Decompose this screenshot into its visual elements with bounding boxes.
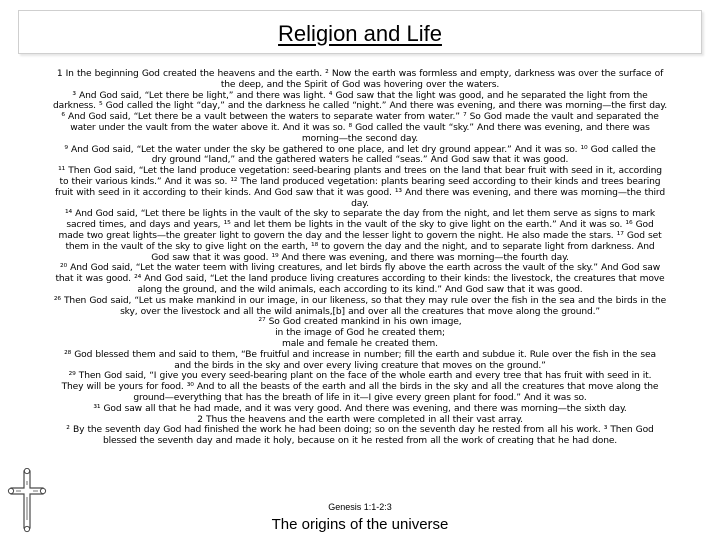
scripture-line: and the birds in the sky and over every living creature that moves on the ground.” bbox=[174, 360, 546, 371]
scripture-line: 2 Thus the heavens and the earth were completed in all their vast array. bbox=[197, 414, 523, 425]
scripture-line: made two great lights—the greater light to govern the day and the lesser light to govern the night. He also made the stars. ¹⁷ God set bbox=[58, 230, 662, 241]
scripture-line: God saw that it was good. ¹⁹ And there was evening, and there was morning—the fourth day. bbox=[151, 252, 569, 263]
scripture-line: They will be yours for food. ³⁰ And to all the beasts of the earth and all the birds in the sky and all the creatures that move along the bbox=[61, 382, 659, 393]
scripture-line: sky, over the livestock and all the wild animals,[b] and over all the creatures that move along the ground.” bbox=[120, 306, 600, 317]
page-title: Religion and Life bbox=[278, 21, 442, 46]
scripture-line: ¹¹ Then God said, “Let the land produce vegetation: seed-bearing plants and trees on the land that bear fruit with seed in it, according bbox=[58, 166, 662, 177]
scripture-citation: Genesis 1:1-2:3 bbox=[328, 502, 392, 512]
scripture-line: ¹⁴ And God said, “Let there be lights in the vault of the sky to separate the day from the night, and let them serve as signs to mark bbox=[64, 209, 656, 220]
scripture-line: 1 In the beginning God created the heavens and the earth. ² Now the earth was formless and empty, darkness was over the surface of bbox=[56, 69, 664, 79]
scripture-line: the deep, and the Spirit of God was hovering over the waters. bbox=[220, 79, 500, 90]
scripture-line: that it was good. ²⁴ And God said, “Let the land produce living creatures according to their kinds: the livestock, the creatures that move bbox=[55, 274, 665, 285]
scripture-line: male and female he created them. bbox=[282, 338, 438, 349]
scripture-line: in the image of God he created them; bbox=[275, 328, 445, 339]
scripture-line: ground—everything that has the breath of life in it—I give every green plant for food.” And it was so. bbox=[133, 392, 587, 403]
scripture-line: dry ground “land,” and the gathered waters he called “seas.” And God saw that it was good. bbox=[151, 155, 569, 166]
scripture-line: day. bbox=[351, 198, 369, 209]
scripture-line: along the ground, and the wild animals, each according to its kind.” And God saw that it was good. bbox=[137, 284, 583, 295]
scripture-line: to their various kinds.” And it was so. ¹² The land produced vegetation: plants bearing seed according to their kinds and trees bearing bbox=[59, 176, 661, 187]
page-subtitle: The origins of the universe bbox=[271, 516, 449, 533]
scripture-line: blessed the seventh day and made it holy, because on it he rested from all the work of creating that he had done. bbox=[102, 436, 618, 447]
scripture-line: ²⁶ Then God said, “Let us make mankind in our image, in our likeness, so that they may rule over the fish in the sea and the birds in the bbox=[53, 295, 667, 306]
scripture-line: ⁹ And God said, “Let the water under the sky be gathered to one place, and let dry ground appear.” And it was so. ¹⁰ God called the bbox=[64, 144, 656, 155]
scripture-line: ²⁷ So God created mankind in his own image, bbox=[258, 317, 462, 328]
scripture-line: morning—the second day. bbox=[301, 133, 419, 144]
scripture-line: them in the vault of the sky to give light on the earth, ¹⁸ to govern the day and the night, and to separate light from darkness. And bbox=[65, 241, 655, 252]
scripture-line: ² By the seventh day God had finished the work he had been doing; so on the seventh day he rested from all his work. ³ Then God bbox=[66, 425, 654, 436]
ornate-cross-icon bbox=[5, 468, 49, 534]
scripture-line: water under the vault from the water above it. And it was so. ⁸ God called the vault “sky.” And there was evening, and there was bbox=[70, 122, 650, 133]
scripture-line: ³ And God said, “Let there be light,” and there was light. ⁴ God saw that the light was good, and he separated the light from the bbox=[72, 90, 648, 101]
scripture-line: ²⁸ God blessed them and said to them, “Be fruitful and increase in number; fill the earth and subdue it. Rule over the fish in the sea bbox=[64, 349, 656, 360]
scripture-line: darkness. ⁵ God called the light “day,” and the darkness he called “night.” And there was evening, and there was morning—the first day. bbox=[53, 101, 667, 112]
scripture-text bbox=[18, 69, 702, 447]
scripture-line: ²⁹ Then God said, “I give you every seed-bearing plant on the face of the whole earth and every tree that has fruit with seed in it. bbox=[68, 371, 652, 382]
scripture-line: ⁶ And God said, “Let there be a vault between the waters to separate water from water.” ⁷ So God made the vault and separated the bbox=[61, 112, 659, 123]
scripture-line: sacred times, and days and years, ¹⁵ and let them be lights in the vault of the sky to give light on the earth.” And it was so. ¹⁶ God bbox=[66, 220, 654, 231]
scripture-line: ³¹ God saw all that he had made, and it was very good. And there was evening, and there was morning—the sixth day. bbox=[93, 403, 627, 414]
scripture-line: ²⁰ And God said, “Let the water teem with living creatures, and let birds fly above the earth across the vault of the sky.” And God saw bbox=[59, 263, 661, 274]
scripture-line: fruit with seed in it according to their kinds. And God saw that it was good. ¹³ And there was evening, and there was morning—the third bbox=[55, 187, 665, 198]
